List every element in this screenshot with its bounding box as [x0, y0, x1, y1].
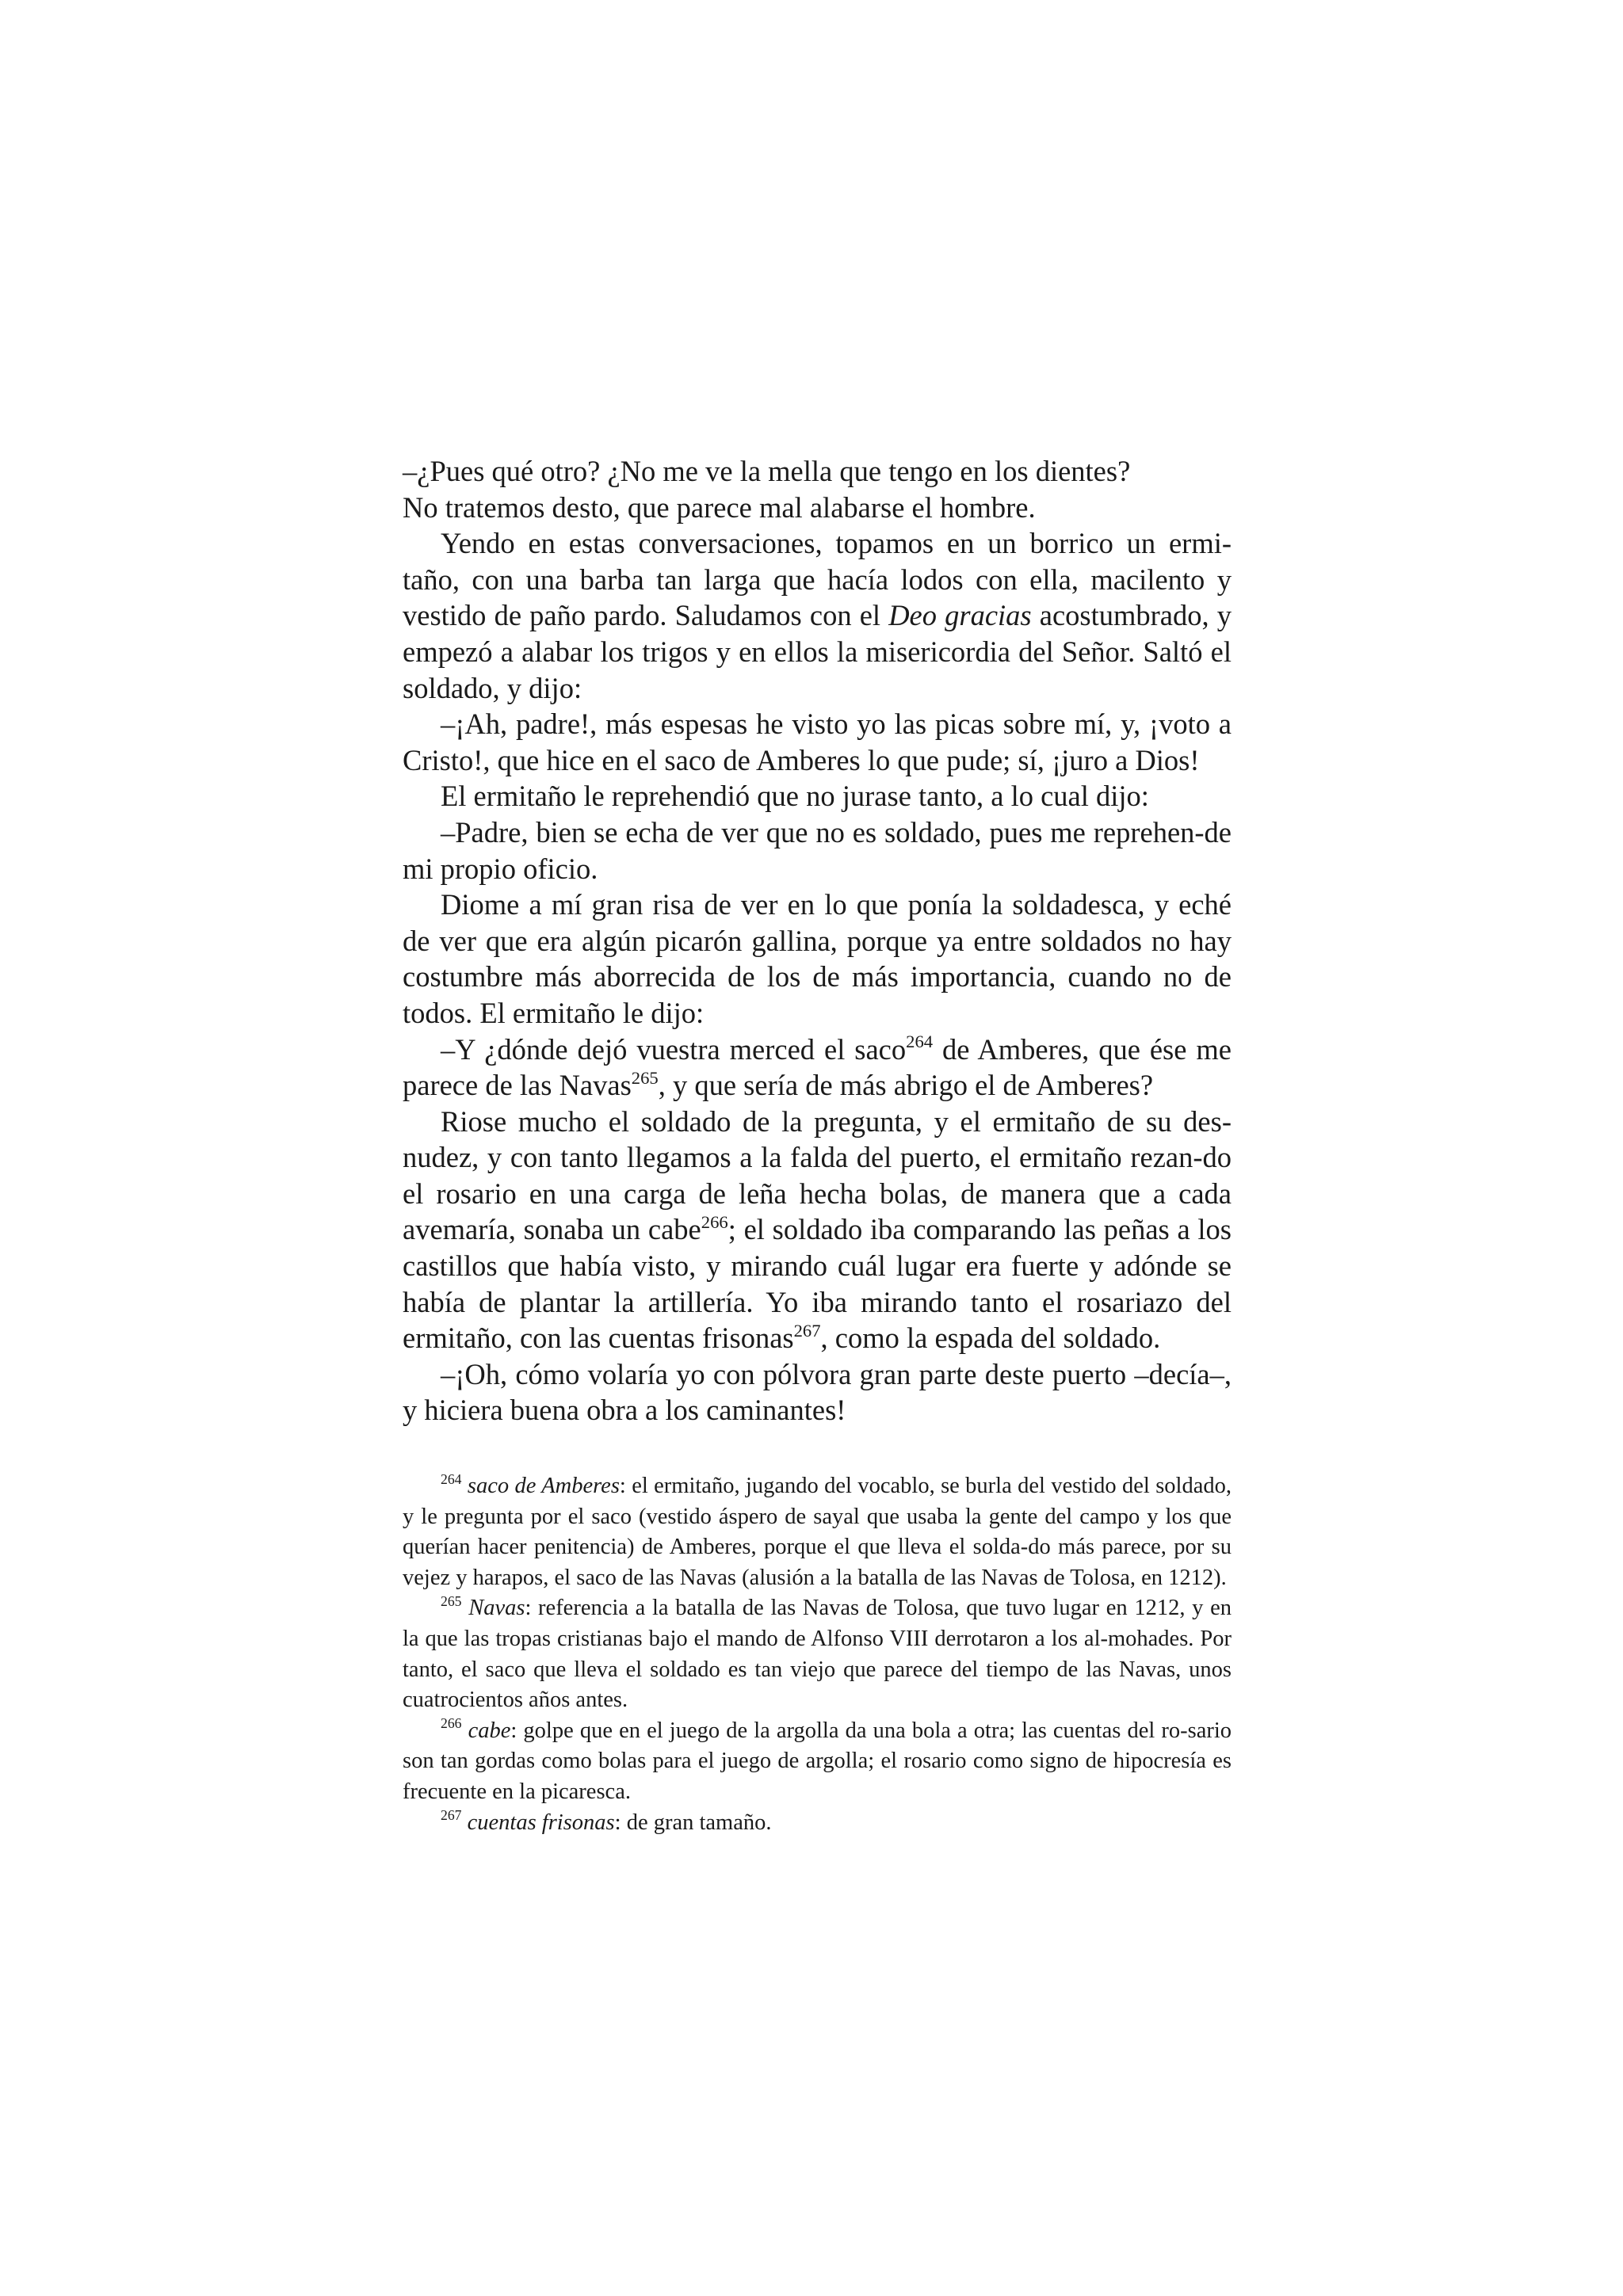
footnote-ref[interactable]: 264 — [906, 1032, 934, 1052]
text-run: , como la espada del soldado. — [820, 1322, 1161, 1355]
footnote-ref[interactable]: 266 — [701, 1212, 728, 1233]
footnote-number: 267 — [441, 1807, 462, 1824]
text-line: –¿Pues qué otro? ¿No me ve la mella que tengo en los dientes? — [403, 455, 1131, 487]
paragraph: Diome a mí gran risa de ver en lo que ponía la soldadesca, y eché de ver que era algún picarón gallina, porque ya entre soldados no hay costumbre más aborrecida de los de más importancia, cuando no de todos. El ermitaño le dijo: — [403, 888, 1232, 1029]
footnote — [403, 1471, 1232, 1593]
footnote-number: 264 — [441, 1470, 462, 1487]
footnote-term: cabe — [468, 1718, 511, 1743]
footnote-number: 265 — [441, 1593, 462, 1610]
paragraph — [403, 525, 1232, 706]
footnote-ref[interactable]: 267 — [793, 1320, 821, 1341]
footnote-text: : golpe que en el juego de la argolla da una bola a otra; las cuentas del ro-sario son tan gordas como bolas para el juego de argolla; el rosario como signo de hipocresía es frecuente en la picaresca. — [403, 1718, 1232, 1804]
paragraph: –¡Oh, cómo volaría yo con pólvora gran parte deste puerto –decía–, y hiciera buena obra a los caminantes! — [403, 1357, 1232, 1427]
text-run: Yendo en estas conversaciones, topamos en un borrico un ermi-taño, con una barba tan larga que hacía lodos con ella, macilento y vestido de paño pardo. Saludamos con el — [403, 527, 1232, 632]
paragraph — [403, 453, 1232, 525]
text-run: de Amberes, que ése me parece de las Navas — [403, 1032, 1232, 1102]
footnote-term: Navas — [468, 1596, 525, 1621]
text-run: acostumbrado, y empezó a alabar los trigos y en ellos la misericordia del Señor. Saltó el soldado, y dijo: — [403, 599, 1232, 704]
footnote-text: : de gran tamaño. — [614, 1810, 772, 1835]
footnote-term: cuentas frisonas — [467, 1810, 615, 1835]
text-run: ; el soldado iba comparando las peñas a los castillos que había visto, y mirando cuál lugar era fuerte y adónde se había de plantar la artillería. Yo iba mirando tanto el rosariazo del ermitaño, con las cuentas frisonas — [403, 1213, 1232, 1355]
paragraph — [403, 1032, 1232, 1104]
text-line: No tratemos desto, que parece mal alabarse el hombre. — [403, 490, 1036, 524]
body-text — [403, 453, 1232, 1428]
italic-phrase: Deo gracias — [888, 599, 1032, 632]
footnote-number: 266 — [441, 1715, 462, 1732]
paragraph: –Padre, bien se echa de ver que no es soldado, pues me reprehen-de mi propio oficio. — [403, 815, 1232, 885]
footnote-text: : referencia a la batalla de las Navas de Tolosa, que tuvo lugar en 1212, y en la que las tropas cristianas bajo el mando de Alfonso VIII derrotaron a los al-mohades. Por tanto, el saco que lleva el soldado es tan viejo que parece del tiempo de las Navas, unos cuatrocientos años antes. — [403, 1596, 1232, 1713]
text-run: –Y ¿dónde dejó vuestra merced el saco — [441, 1032, 907, 1066]
text-run: Riose mucho el soldado de la pregunta, y el ermitaño de su des-nudez, y con tanto llegamos a la falda del puerto, el ermitaño rezan-do el rosario en una carga de leña hecha bolas, de manera que a cada avemaría, sonaba un cabe — [403, 1104, 1232, 1246]
paragraph: El ermitaño le reprehendió que no jurase tanto, a lo cual dijo: — [441, 780, 1149, 813]
paragraph: –¡Ah, padre!, más espesas he visto yo las picas sobre mí, y, ¡voto a Cristo!, que hice en el saco de Amberes lo que pude; sí, ¡juro a Dios! — [403, 707, 1232, 776]
footnotes — [403, 1471, 1232, 1838]
footnote-ref[interactable]: 265 — [631, 1067, 659, 1088]
footnote — [403, 1593, 1232, 1715]
paragraph — [403, 1104, 1232, 1356]
footnote — [403, 1808, 1232, 1839]
footnote-text: : el ermitaño, jugando del vocablo, se burla del vestido del soldado, y le pregunta por el saco (vestido áspero de sayal que usaba la gente del campo y los que querían hacer penitencia) de Amberes, porque el que lleva el solda-do más parece, por su vejez y harapos, el saco de las Navas (alusión a la batalla de las Navas de Tolosa, en 1212). — [403, 1474, 1232, 1590]
text-block — [403, 453, 1232, 1838]
footnote — [403, 1716, 1232, 1808]
text-run: , y que sería de más abrigo el de Amberes? — [658, 1069, 1154, 1102]
footnote-term: saco de Amberes — [467, 1474, 620, 1499]
